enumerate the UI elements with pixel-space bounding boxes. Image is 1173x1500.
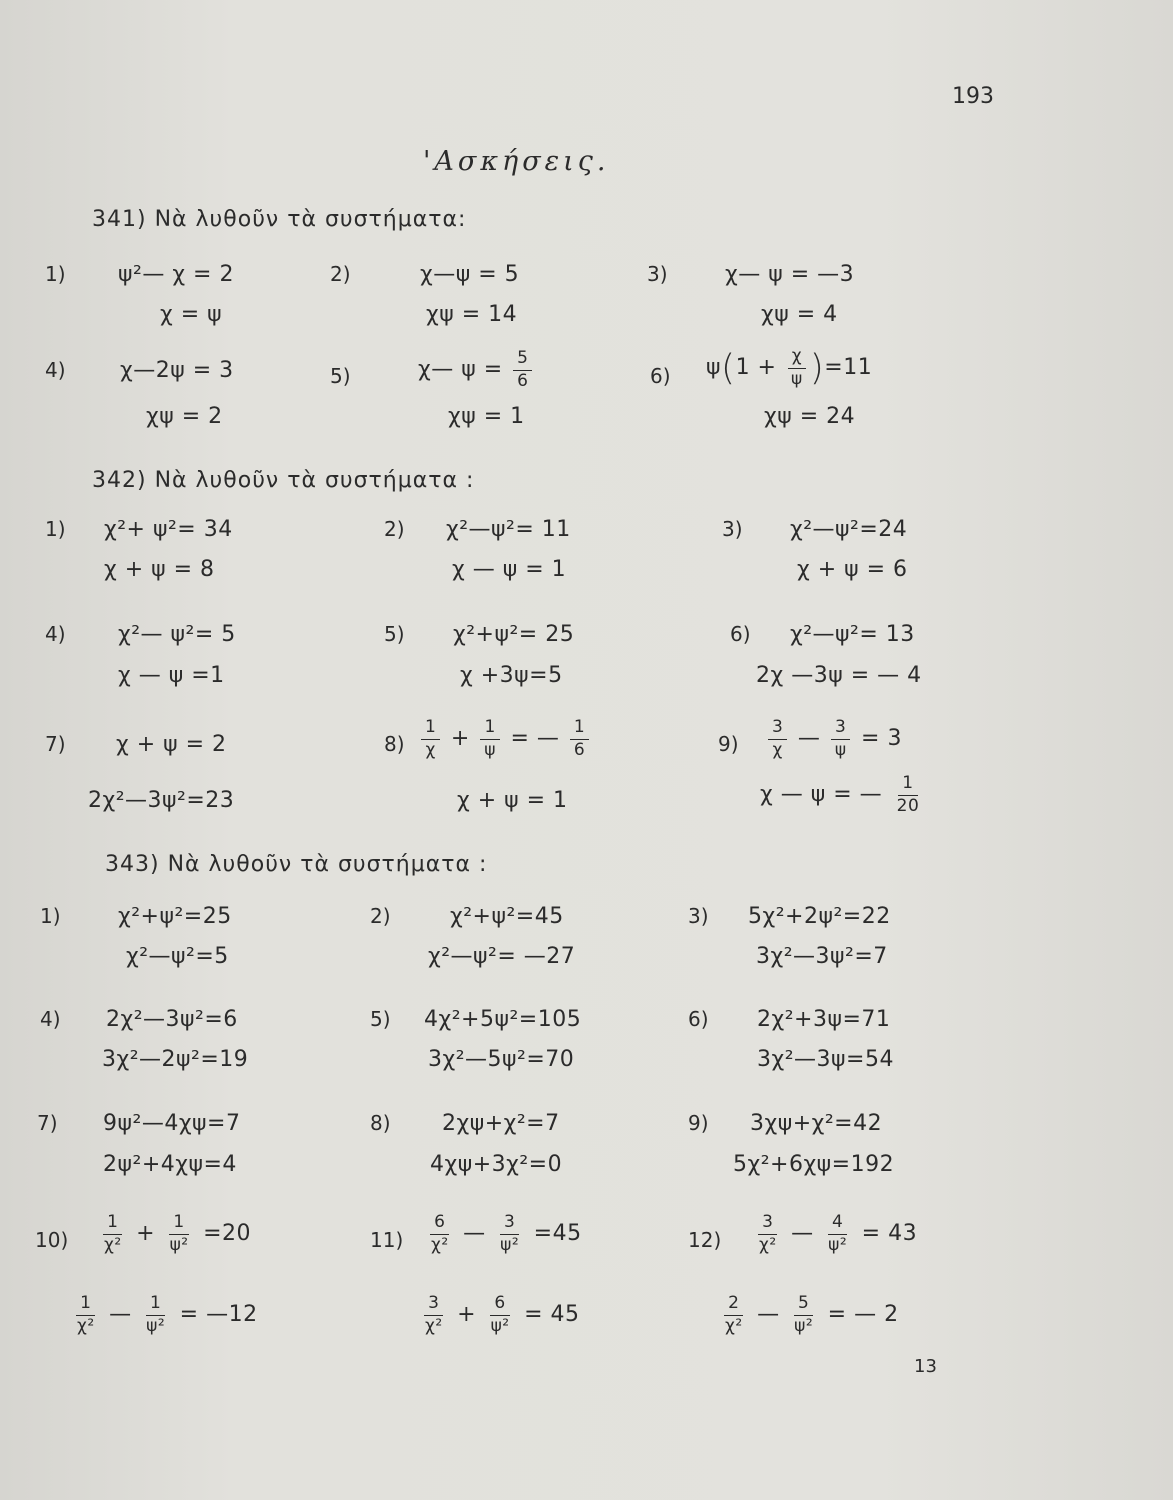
denominator: 20 bbox=[896, 795, 920, 816]
equation: χ²+ψ²=25 bbox=[118, 904, 232, 929]
denominator: 6 bbox=[573, 739, 586, 760]
equation-part: = —12 bbox=[179, 1302, 258, 1328]
denominator: ψ bbox=[484, 739, 496, 760]
denominator: ψ² bbox=[169, 1234, 189, 1255]
fraction bbox=[755, 1213, 781, 1255]
problem-number: 2) bbox=[330, 262, 351, 286]
equation: 2χψ+χ²=7 bbox=[442, 1111, 560, 1136]
equation: χ + ψ = 8 bbox=[104, 557, 215, 582]
fraction bbox=[166, 1213, 193, 1255]
problem-number: 4) bbox=[45, 622, 66, 646]
equation: χ²—ψ²= 11 bbox=[446, 517, 571, 542]
denominator: χ bbox=[772, 739, 783, 760]
numerator: 3 bbox=[424, 1294, 443, 1316]
denominator: ψ bbox=[834, 739, 847, 760]
denominator: χ² bbox=[425, 1315, 443, 1336]
equation: 3χ²—3ψ²=7 bbox=[756, 944, 888, 969]
problem-number: 7) bbox=[45, 732, 66, 756]
problem-number: 6) bbox=[688, 1007, 709, 1031]
operator: — bbox=[797, 726, 821, 752]
problem-number: 1) bbox=[40, 904, 61, 928]
fraction bbox=[421, 718, 440, 760]
fraction bbox=[480, 718, 500, 760]
equation: χψ = 24 bbox=[764, 404, 856, 429]
denominator: χ bbox=[425, 739, 436, 760]
problem-number: 4) bbox=[40, 1007, 61, 1031]
equation: 2χ²—3ψ²=23 bbox=[88, 788, 235, 813]
fraction bbox=[421, 1294, 447, 1336]
problem-number: 6) bbox=[730, 622, 751, 646]
equation: χ — ψ =1 bbox=[118, 663, 225, 688]
section-341-heading: 341) Νὰ λυθοῦν τὰ συστήματα: bbox=[92, 207, 467, 232]
equation: 3χ²—3ψ=54 bbox=[757, 1047, 894, 1072]
denominator: 6 bbox=[517, 370, 529, 391]
operator: + bbox=[457, 1302, 477, 1328]
problem-number: 3) bbox=[647, 262, 668, 286]
equation: χ²—ψ²= 13 bbox=[790, 622, 915, 647]
equation-part: =20 bbox=[203, 1221, 252, 1247]
equation: 4χψ+3χ²=0 bbox=[430, 1152, 563, 1177]
section-342-heading: 342) Νὰ λυθοῦν τὰ συστήματα : bbox=[92, 468, 475, 493]
problem-number: 4) bbox=[45, 358, 66, 382]
equation-part: = — 2 bbox=[827, 1302, 899, 1328]
operator: — bbox=[791, 1221, 814, 1247]
equation: χψ = 1 bbox=[448, 404, 525, 429]
equation bbox=[70, 1294, 258, 1336]
problem-number: 2) bbox=[384, 517, 405, 541]
equation: χ + ψ = 6 bbox=[797, 557, 908, 582]
equation: 3χ²—2ψ²=19 bbox=[102, 1047, 249, 1072]
problem-number: 5) bbox=[384, 622, 405, 646]
equation: χψ = 14 bbox=[426, 302, 518, 327]
equation-part: = 3 bbox=[861, 726, 902, 752]
fraction bbox=[721, 1294, 747, 1336]
equation bbox=[765, 718, 902, 760]
operator: + bbox=[136, 1221, 156, 1247]
equation: χ²+ψ²=45 bbox=[450, 904, 564, 929]
numerator: 1 bbox=[76, 1294, 95, 1316]
equation: χ +3ψ=5 bbox=[460, 663, 563, 688]
equation: 2χ²+3ψ=71 bbox=[757, 1007, 891, 1032]
fraction bbox=[142, 1294, 169, 1336]
numerator: 4 bbox=[828, 1213, 847, 1235]
page-number: 193 bbox=[952, 84, 994, 109]
fraction bbox=[831, 718, 851, 760]
numerator: 3 bbox=[500, 1213, 519, 1235]
numerator: 5 bbox=[794, 1294, 813, 1316]
numerator: 6 bbox=[490, 1294, 509, 1316]
equation: χψ = 2 bbox=[146, 404, 223, 429]
equation bbox=[760, 774, 926, 816]
problem-number: 1) bbox=[45, 262, 66, 286]
problem-number: 6) bbox=[650, 364, 671, 388]
problem-number: 8) bbox=[370, 1111, 391, 1135]
fraction bbox=[513, 349, 532, 391]
problem-number: 8) bbox=[384, 732, 405, 756]
equation: 2χ —3ψ = — 4 bbox=[756, 663, 922, 688]
equation bbox=[718, 1294, 899, 1336]
denominator: ψ² bbox=[490, 1315, 510, 1336]
problem-number: 1) bbox=[45, 517, 66, 541]
equation: 3χψ+χ²=42 bbox=[750, 1111, 883, 1136]
problem-number: 2) bbox=[370, 904, 391, 928]
equation: χ + ψ = 2 bbox=[116, 732, 227, 757]
equation-part: =45 bbox=[533, 1221, 582, 1247]
equation: χ—2ψ = 3 bbox=[120, 358, 234, 383]
fraction bbox=[790, 1294, 817, 1336]
equation-lhs: χ— ψ = bbox=[418, 357, 503, 383]
numerator: χ bbox=[788, 347, 806, 369]
fraction bbox=[100, 1213, 126, 1255]
equation: 5χ²+6χψ=192 bbox=[733, 1152, 895, 1177]
equation-part: 1 + bbox=[735, 355, 777, 381]
fraction bbox=[787, 347, 807, 389]
numerator: 1 bbox=[898, 774, 917, 796]
numerator: 1 bbox=[146, 1294, 165, 1316]
page-title: 'Ασκήσεις. bbox=[423, 146, 610, 177]
problem-number: 7) bbox=[37, 1111, 58, 1135]
equation: χ — ψ = 1 bbox=[452, 557, 567, 582]
fraction bbox=[893, 774, 924, 816]
denominator: ψ² bbox=[794, 1315, 814, 1336]
denominator: χ² bbox=[431, 1234, 449, 1255]
equation: χ— ψ = —3 bbox=[725, 262, 855, 287]
equation: ψ(1 + $\frac{\chi}{\psi}$ )=11 bbox=[706, 346, 873, 389]
numerator: 6 bbox=[430, 1213, 449, 1235]
footer-signature: 13 bbox=[914, 1356, 937, 1377]
equation bbox=[97, 1213, 251, 1255]
equation: 5χ²+2ψ²=22 bbox=[748, 904, 891, 929]
fraction bbox=[487, 1294, 514, 1336]
equation: χ + ψ = 1 bbox=[457, 788, 568, 813]
fraction bbox=[768, 718, 787, 760]
equation-part: = 45 bbox=[524, 1302, 580, 1328]
denominator: ψ² bbox=[828, 1234, 848, 1255]
numerator: 3 bbox=[768, 718, 787, 740]
equation: χ²—ψ²=5 bbox=[126, 944, 229, 969]
numerator: 2 bbox=[724, 1294, 743, 1316]
equation bbox=[418, 349, 535, 391]
equation bbox=[752, 1213, 917, 1255]
numerator: 1 bbox=[570, 718, 589, 740]
problem-number: 12) bbox=[688, 1228, 722, 1252]
numerator: 1 bbox=[169, 1213, 188, 1235]
fraction bbox=[427, 1213, 453, 1255]
problem-number: 5) bbox=[370, 1007, 391, 1031]
denominator: χ² bbox=[104, 1234, 122, 1255]
equation: 2ψ²+4χψ=4 bbox=[103, 1152, 237, 1177]
denominator: ψ² bbox=[146, 1315, 166, 1336]
equation-lhs: χ — ψ = — bbox=[760, 782, 883, 808]
equation: 9ψ²—4χψ=7 bbox=[103, 1111, 241, 1136]
equation: χ²— ψ²= 5 bbox=[118, 622, 236, 647]
denominator: ψ bbox=[791, 368, 803, 389]
operator: — bbox=[757, 1302, 780, 1328]
operator: + bbox=[450, 726, 470, 752]
numerator: 1 bbox=[480, 718, 499, 740]
numerator: 1 bbox=[421, 718, 440, 740]
equation bbox=[424, 1213, 582, 1255]
denominator: χ² bbox=[725, 1315, 743, 1336]
problem-number: 10) bbox=[35, 1228, 69, 1252]
denominator: χ² bbox=[759, 1234, 777, 1255]
fraction bbox=[73, 1294, 99, 1336]
equation: χ²—ψ²=24 bbox=[790, 517, 908, 542]
equation bbox=[418, 718, 592, 760]
denominator: ψ² bbox=[500, 1234, 520, 1255]
equation: χ²—ψ²= —27 bbox=[428, 944, 576, 969]
equation-part: ψ bbox=[706, 355, 722, 381]
equation: χ = ψ bbox=[160, 302, 223, 327]
equation: ψ²— χ = 2 bbox=[118, 262, 234, 287]
numerator: 5 bbox=[513, 349, 532, 371]
equation: χ²+ψ²= 25 bbox=[453, 622, 575, 647]
equation: 2χ²—3ψ²=6 bbox=[106, 1007, 238, 1032]
fraction bbox=[496, 1213, 523, 1255]
section-343-heading: 343) Νὰ λυθοῦν τὰ συστήματα : bbox=[105, 852, 488, 877]
operator: — bbox=[463, 1221, 486, 1247]
operator: — bbox=[109, 1302, 132, 1328]
problem-number: 3) bbox=[722, 517, 743, 541]
equation: χψ = 4 bbox=[761, 302, 838, 327]
denominator: χ² bbox=[77, 1315, 95, 1336]
equation-part: = — bbox=[510, 726, 560, 752]
equation bbox=[418, 1294, 580, 1336]
equation-part: = 43 bbox=[861, 1221, 918, 1247]
problem-number: 3) bbox=[688, 904, 709, 928]
numerator: 3 bbox=[758, 1213, 777, 1235]
problem-number: 5) bbox=[330, 364, 351, 388]
numerator: 1 bbox=[103, 1213, 122, 1235]
equation: 3χ²—5ψ²=70 bbox=[428, 1047, 575, 1072]
equation: χ—ψ = 5 bbox=[420, 262, 520, 287]
fraction bbox=[570, 718, 589, 760]
problem-number: 9) bbox=[688, 1111, 709, 1135]
equation-part: =11 bbox=[824, 355, 873, 381]
numerator: 3 bbox=[831, 718, 850, 740]
fraction bbox=[824, 1213, 851, 1255]
equation: 4χ²+5ψ²=105 bbox=[424, 1007, 582, 1032]
equation: χ²+ ψ²= 34 bbox=[104, 517, 233, 542]
problem-number: 11) bbox=[370, 1228, 404, 1252]
problem-number: 9) bbox=[718, 732, 739, 756]
